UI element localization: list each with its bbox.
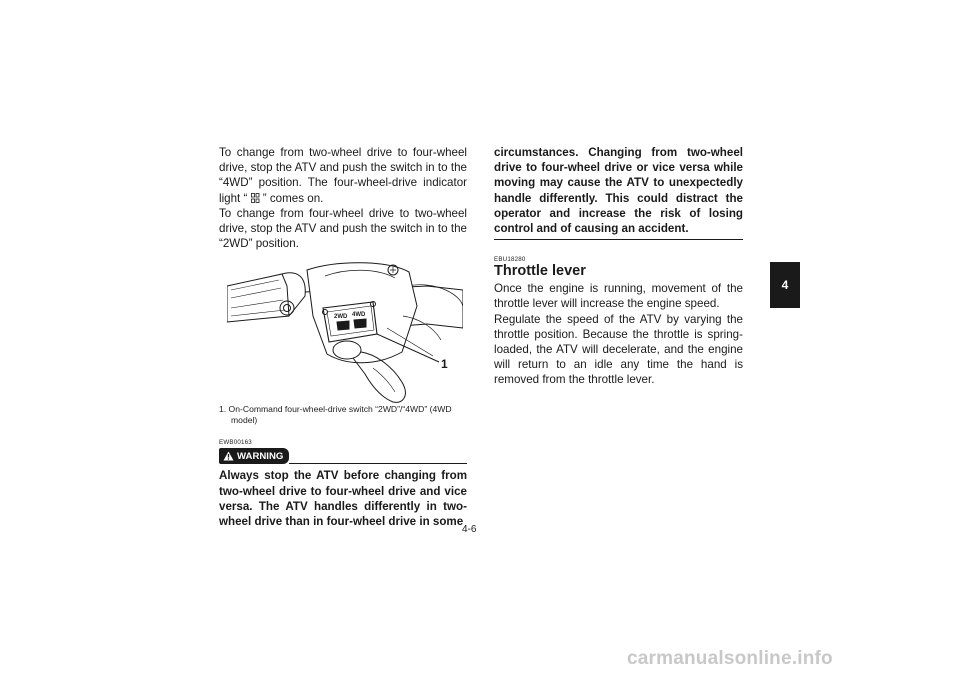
- paragraph-4wd-change: To change from two-wheel drive to four-wheel drive, stop the ATV and push the switch in to the “4WD” position. The four-wheel-drive indicator light “ ” comes on.: [219, 146, 467, 205]
- warning-header: [219, 448, 467, 464]
- warning-badge: [219, 448, 289, 464]
- paragraph-throttle-1: Once the engine is running, movement of the throttle lever will increase the engine speed.: [494, 282, 743, 311]
- warning-triangle-icon: [223, 451, 234, 461]
- switch-figure: [227, 256, 463, 404]
- warning-code: EWB00163: [219, 439, 252, 447]
- warning-rule: [289, 462, 467, 464]
- left-column: [219, 145, 467, 529]
- figure-caption: 1. On-Command four-wheel-drive switch “2WD”/“4WD” (4WD model): [219, 404, 452, 425]
- chapter-tab: 4: [770, 262, 800, 308]
- switch-label-4wd: 4WD: [352, 312, 366, 319]
- watermark: carmanualsonline.info: [627, 648, 833, 669]
- warning-label: WARNING: [237, 450, 284, 462]
- section-code: EBU18280: [494, 256, 526, 264]
- switch-label-2wd: 2WD: [334, 314, 348, 321]
- right-column: [494, 145, 743, 388]
- paragraph-throttle-2: Regulate the speed of the ATV by varying the throttle position. Because the throttle is spring-loaded, the ATV will decelerate, and the engine will return to an idle any time the hand is removed from the throttle lever.: [494, 312, 743, 387]
- paragraph-2wd-change: To change from four-wheel drive to two-wheel drive, stop the ATV and push the switch in to the “2WD” position.: [219, 206, 467, 251]
- callout-number: 1: [441, 357, 448, 372]
- warning-end-rule: [494, 239, 743, 240]
- warning-continuation: circumstances. Changing from two-wheel drive to four-wheel drive or vice versa while moving may cause the ATV to unexpectedly handle differently. This could distract the operator and increase the risk of losing control and of causing an accident.: [494, 146, 743, 236]
- section-title: Throttle lever: [494, 263, 586, 280]
- warning-text: Always stop the ATV before changing from two-wheel drive to four-wheel drive and vice versa. The ATV handles differently in two-wheel drive than in four-wheel drive in some: [219, 469, 467, 529]
- four-wheel-drive-indicator-icon: [251, 193, 260, 203]
- page-number: 4-6: [462, 524, 477, 535]
- handlebar-switch-illustration: [227, 256, 463, 404]
